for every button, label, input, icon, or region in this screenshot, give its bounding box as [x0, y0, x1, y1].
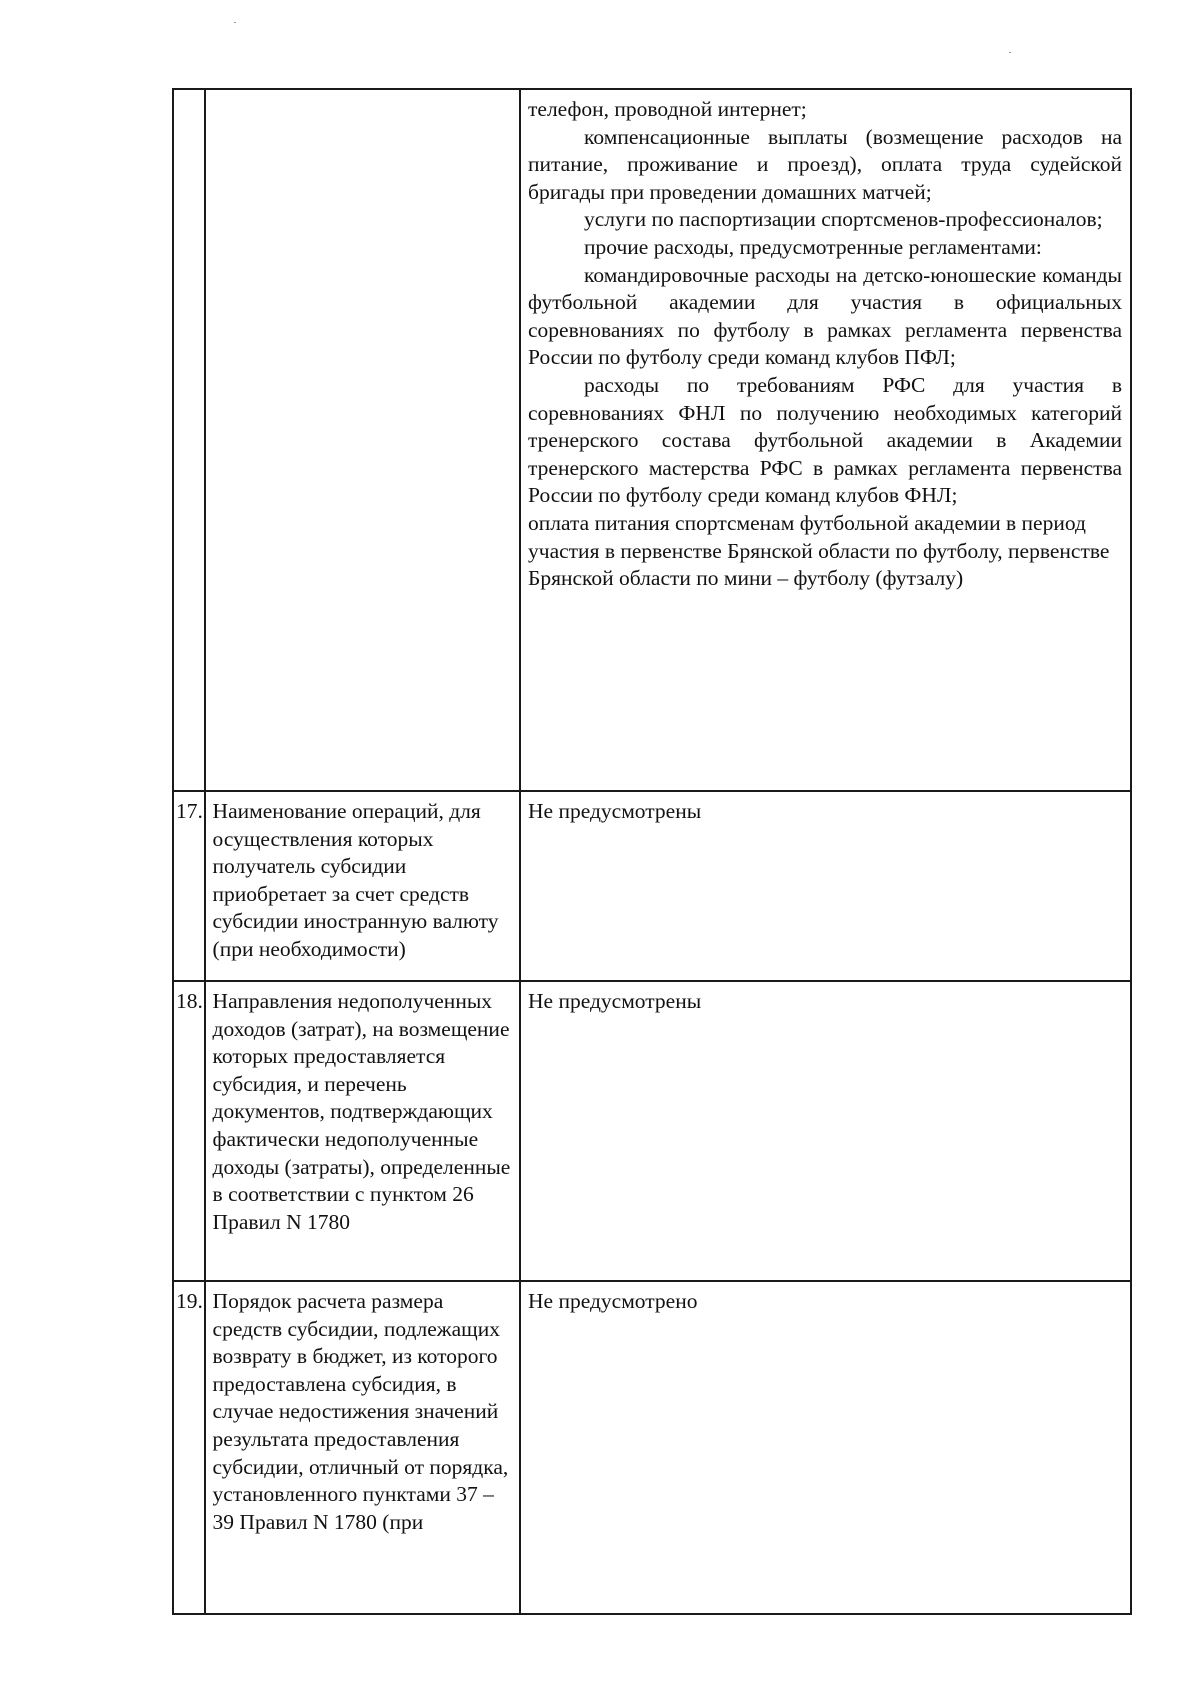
scan-speck: [1009, 52, 1011, 53]
description-paragraph: расходы по требованиям РФС для участия в соревнованиях ФНЛ по получению необходимых категорий тренерского состава футбольной академии в Академии тренерского мастерства РФС в рамках регламента первенства России по футболу среди команд клубов ФНЛ;: [528, 372, 1122, 508]
scan-speck: [234, 22, 236, 23]
document-table: [172, 88, 1132, 1615]
row-name: Порядок расчета размера средств субсидии, подлежащих возврату в бюджет, из которого предоставлена субсидия, в случае недостижения значений результата предоставления субсидии, отличный от порядка, установленного пунктами 37 – 39 Правил N 1780 (при: [205, 1281, 520, 1614]
row-number: 18.: [173, 981, 205, 1281]
description-paragraph: услуги по паспортизации спортсменов-профессионалов;: [584, 207, 1103, 232]
row-name: Наименование операций, для осуществления которых получатель субсидии приобретает за счет средств субсидии иностранную валюту (при необходимости): [205, 791, 520, 981]
row-value: Не предусмотрено: [520, 1281, 1131, 1614]
row-name: [205, 89, 520, 791]
table-row-17: [173, 791, 1131, 981]
row-name: Направления недополученных доходов (затрат), на возмещение которых предоставляется субсидия, и перечень документов, подтверждающих фактически недополученные доходы (затраты), определенные в соответствии с пунктом 26 Правил N 1780: [205, 981, 520, 1281]
description-paragraph: телефон, проводной интернет;: [528, 97, 807, 121]
row-value: Не предусмотрены: [520, 791, 1131, 981]
description-paragraph: компенсационные выплаты (возмещение расходов на питание, проживание и проезд), оплата труда судейской бригады при проведении домашних матчей;: [528, 124, 1122, 204]
description-paragraph: командировочные расходы на детско-юношеские команды футбольной академии для участия в официальных соревнованиях по футболу в рамках регламента первенства России по футболу среди команд клубов ПФЛ;: [528, 262, 1122, 370]
row-number: [173, 89, 205, 791]
table-row-19: [173, 1281, 1131, 1614]
row-description: [520, 89, 1131, 791]
row-number: 17.: [173, 791, 205, 981]
description-paragraph: оплата питания спортсменам футбольной академии в период участия в первенстве Брянской области по футболу, первенстве Брянской области по мини – футболу (футзалу): [528, 510, 1110, 591]
row-value: Не предусмотрены: [520, 981, 1131, 1281]
description-paragraph: прочие расходы, предусмотренные регламентами:: [584, 234, 1042, 259]
row-number: 19.: [173, 1281, 205, 1614]
table-row-continuation: [173, 89, 1131, 791]
table-row-18: [173, 981, 1131, 1281]
